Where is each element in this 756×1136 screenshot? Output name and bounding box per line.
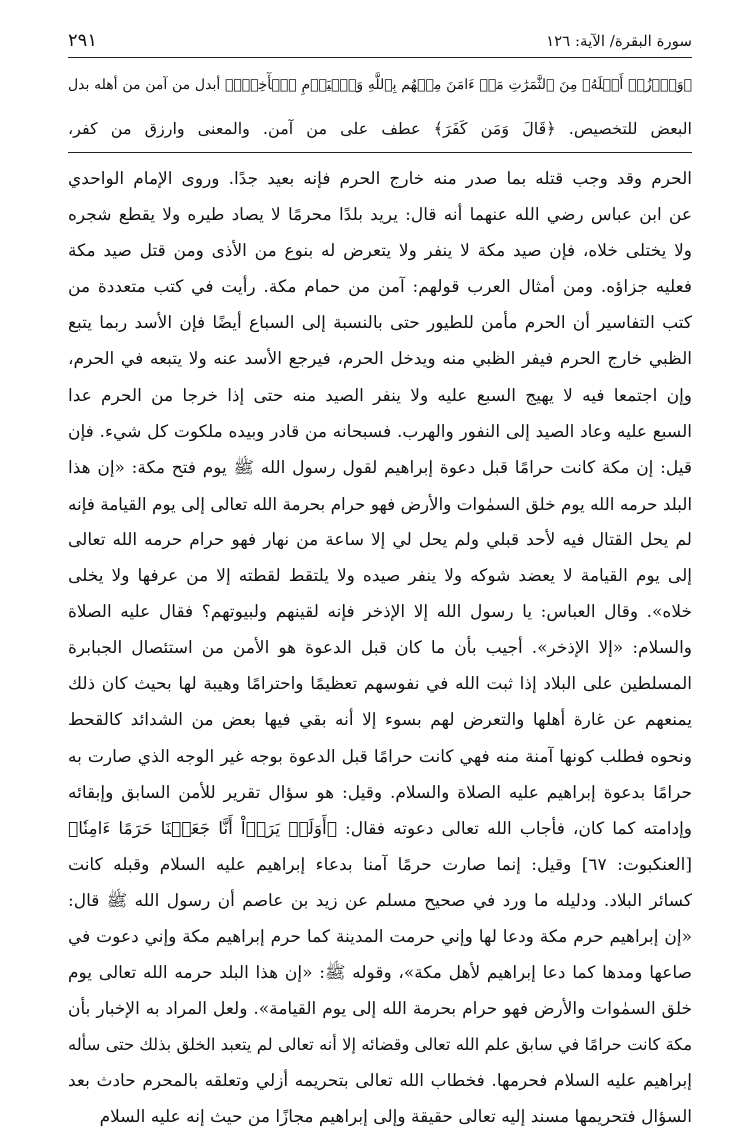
- text-line: يمنعهم عن غارة أهلها والتعرض لهم بسوء إلا أنه بقي فيها بعض من الشدائد كالقحط: [68, 710, 692, 731]
- text-line: مكة كانت حرامًا في سابق علم الله تعالى وقضائه إلا أنه تعالى لم يتعبد الخلق بذلك حتى سأله: [68, 1035, 692, 1055]
- text-line: السؤال فتحريمها مسند إليه تعالى حقيقة وإلى إبراهيم مجازًا من حيث إنه عليه السلام: [99, 1107, 692, 1128]
- text-line: [العنكبوت: ٦٧] وقيل: إنما صارت حرمًا آمنا بدعاء إبراهيم عليه السلام وقبله كانت: [68, 854, 692, 875]
- text-line: «إن إبراهيم حرم مكة ودعا لها وإني حرمت المدينة كما حرم إبراهيم مكة وإني دعوت في: [68, 926, 692, 947]
- text-line: حرامًا بدعوة إبراهيم عليه الصلاة والسلام. وقيل: هو سؤال تقرير للأمن السابق وإبقائه: [68, 782, 692, 803]
- text-line: ولا يختلى خلاه، فإن صيد مكة لا ينفر ولا يتعرض له بنوع من الأذى ومن قتل صيد مكة: [68, 241, 692, 262]
- text-line: قيل: إن مكة كانت حرامًا قبل دعوة إبراهيم لقول رسول الله ﷺ يوم فتح مكة: «إن هذا: [68, 457, 692, 478]
- text-line: السبع عليه وعاد الصيد إلى النفور والهرب. فسبحانه من قادر وبيده ملكوت كل شيء. فإن: [68, 421, 692, 442]
- page-header: [68, 30, 692, 58]
- text-line: كسائر البلاد. ودليله ما ورد في صحيح مسلم عن زيد بن عاصم أن رسول الله ﷺ قال:: [68, 890, 692, 911]
- surah-title: سورة البقرة/ الآية: ١٢٦: [546, 32, 692, 50]
- text-line: الظبي خارج الحرم فيفر الظبي منه ويدخل الحرم، فيرجع الأسد عنه ولا يتبعه في الحرم،: [68, 349, 692, 370]
- verse-line: البعض للتخصيص. ﴿قَالَ وَمَن كَفَرَ﴾ عطف على من آمن. والمعنى وارزق من كفر،: [68, 119, 692, 138]
- text-line: وإدامته كما كان، فأجاب الله تعالى دعوته فقال: ﴿أَوَلَمۡ يَرَوۡاْ أَنَّا جَعَلۡنَا حَرَمًا ءَامِنٗا﴾: [68, 818, 692, 839]
- text-line: المسلطين على البلاد إذا ثبت الله في نفوسهم تعظيمًا واحترامًا وهيبة لها بحيث كان ذلك: [68, 674, 692, 695]
- text-line: إلى يوم القيامة لا يعضد شوكه ولا ينفر صيده ولا يلتقط لقطته إلا من عرفها ولا يخلى: [68, 566, 692, 587]
- verse-line: ﴿وَٱرۡزُقۡ أَهۡلَهُۥ مِنَ ٱلثَّمَرَٰتِ مَنۡ ءَامَنَ مِنۡهُم بِٱللَّهِ وَٱلۡيَوۡمِ ٱلۡأٓخِرِۖ﴾ أبدل من آمن من أهله بدل: [68, 77, 692, 93]
- text-line: والسلام: «إلا الإذخر». أجيب بأن ما كان قبل الدعوة هو الأمن من استئصال الجبابرة: [68, 638, 692, 659]
- text-line: عن ابن عباس رضي الله عنهما أنه قال: يريد بلدًا محرمًا لا يصاد طيره ولا يقطع شجره: [68, 205, 692, 226]
- text-line: فعليه جزاؤه. ومن أمثال العرب قولهم: آمن من حمام مكة. رأيت في كتب متعددة من: [68, 277, 692, 298]
- text-line: الحرم وقد وجب قتله بما صدر منه خارج الحرم فإنه بعيد جدًا. وروى الإمام الواحدي: [68, 169, 692, 189]
- text-line: صاعها ومدها كما دعا إبراهيم لأهل مكة»، وقوله ﷺ: «إن هذا البلد حرمه الله تعالى يوم: [68, 963, 692, 984]
- text-line: وإن اجتمعا فيه لا يهيج السبع عليه ولا ينفر الصيد منه حتى إذا خرجا من الحرم عدا: [68, 385, 692, 406]
- header-divider: [68, 57, 692, 58]
- text-line: خلق السمٰوات والأرض فهو حرام بحرمة الله إلى يوم القيامة». ولعل المراد به الإخبار بأن: [68, 999, 692, 1020]
- text-line: البلد حرمه الله يوم خلق السمٰوات والأرض فهو حرام بحرمة الله تعالى إلى يوم القيامة فإنه: [68, 493, 692, 514]
- text-line: ونحوه فطلب كونها آمنة منه فهي كانت حرامًا قبل الدعوة بوجه غير الوجه الذي صارت به: [68, 746, 692, 767]
- verse-commentary-block: [68, 63, 692, 151]
- text-line: لم يحل القتال فيه لأحد قبلي ولم يحل لي إلا ساعة من نهار فهو حرام حرمه الله تعالى: [68, 529, 692, 550]
- text-line: خلاه». وقال العباس: يا رسول الله إلا الإذخر فإنه لقينهم ولبيوتهم؟ فقال عليه الصلاة: [68, 602, 692, 623]
- section-divider: [68, 152, 692, 153]
- text-line: إبراهيم عليه السلام فحرمها. فخطاب الله تعالى بتحريمه أزلي وتعلقه بالمحرم حادث بعد: [68, 1071, 692, 1092]
- body-text: [68, 161, 692, 1136]
- text-line: كتب التفاسير أن الحرم مأمن للطيور حتى بالنسبة إلى السباع أيضًا فإن الأسد ربما يتبع: [68, 313, 692, 334]
- page-number: ٢٩١: [68, 30, 98, 51]
